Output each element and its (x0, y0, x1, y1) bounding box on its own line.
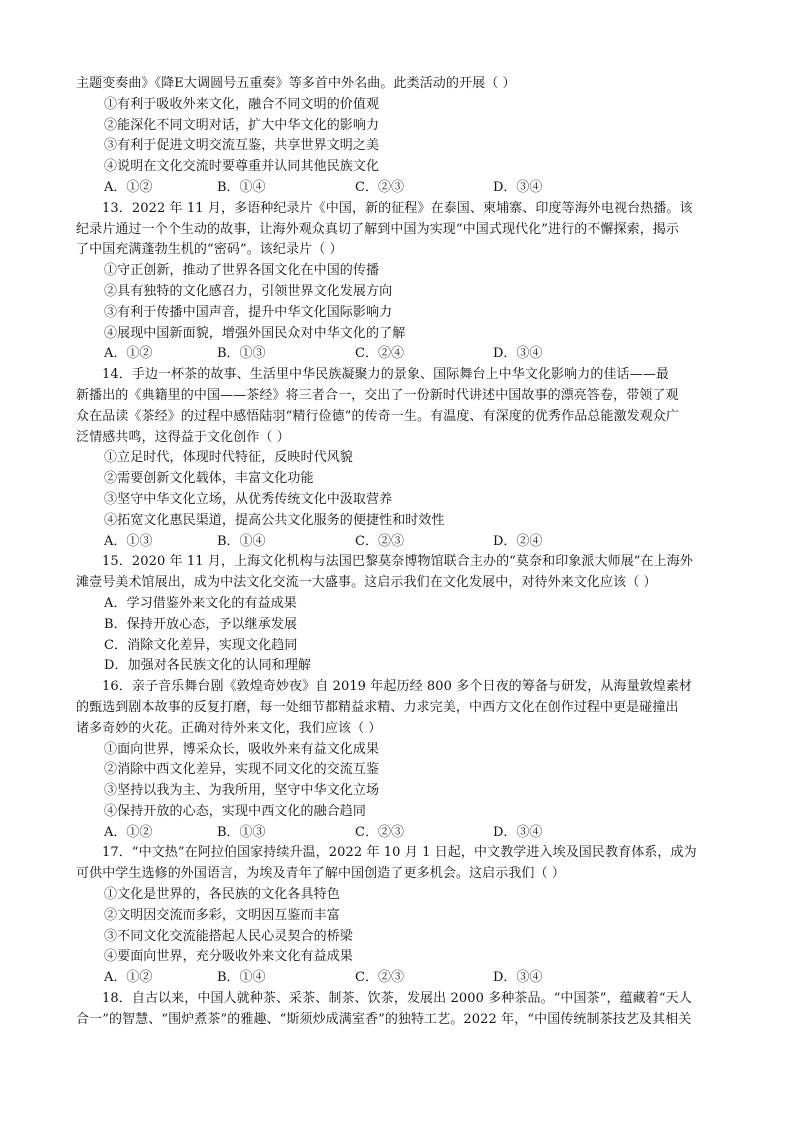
answer-choices-row (76, 344, 724, 365)
option-line: ③有利于传播中国声音，提升中华文化国际影响力 (104, 304, 393, 320)
question-start-line: 15．2020 年 11 月，上海文化机构与法国巴黎莫奈博物馆联合主办的“莫奈和印象派大师展”在上海外 (102, 554, 693, 570)
choice-b: B．①④ (217, 179, 266, 195)
option-line: D．加强对各民族文化的认同和理解 (104, 658, 312, 674)
choice-a: A．①② (104, 346, 153, 362)
option-line: ①有利于吸收外来文化，融合不同文明的价值观 (104, 96, 380, 112)
question-text-line: 合一”的智慧、“围炉煮茶”的雅趣、“斯须炒成满室香”的独特工艺。2022 年，“中国传统制茶技艺及其相关 (76, 1011, 692, 1027)
option-line: ②能深化不同文明对话，扩大中华文化的影响力 (104, 117, 380, 133)
option-line: ②消除中西文化差异，实现不同文化的交流互鉴 (104, 762, 380, 778)
option-line: ②文明因交流而多彩，文明因互鉴而丰富 (104, 907, 340, 923)
choice-c: C．②③ (355, 824, 404, 840)
choice-a: A．①② (104, 179, 153, 195)
choice-c: C．②③ (355, 533, 404, 549)
question-start-line: 17．“中文热”在阿拉伯国家持续升温，2022 年 10 月 1 日起，中文教学进入埃及国民教育体系，成为 (102, 845, 697, 861)
option-line: ①面向世界，博采众长，吸收外来有益文化成果 (104, 741, 380, 757)
option-line: ②需要创新文化载体，丰富文化功能 (104, 471, 314, 487)
option-line: B．保持开放心态，予以继承发展 (104, 616, 298, 632)
option-line: A．学习借鉴外来文化的有益成果 (104, 595, 297, 611)
choice-c: C．②③ (355, 179, 404, 195)
option-line: ③不同文化交流能搭起人民心灵契合的桥梁 (104, 928, 353, 944)
answer-choices-row (76, 532, 724, 553)
question-text-line: 主题变奏曲》《降E大调圆号五重奏》等多首中外名曲。此类活动的开展（ ） (76, 76, 516, 91)
choice-a: A．①② (104, 970, 153, 986)
choice-d: D．③④ (493, 824, 543, 840)
question-start-line: 18．自古以来，中国人就种茶、采茶、制茶、饮茶，发展出 2000 多种茶品。“中国茶”，蕴藏着“天人 (102, 991, 692, 1007)
choice-b: B．①③ (217, 346, 266, 362)
option-line: ①立足时代，体现时代特征，反映时代风貌 (104, 450, 353, 466)
choice-d: D．②④ (493, 533, 543, 549)
choice-b: B．①③ (217, 824, 266, 840)
choice-d: D．③④ (493, 970, 543, 986)
question-text-line: 众在品读《茶经》的过程中感悟陆羽“精行俭德”的传奇一生。有温度、有深度的优秀作品总能激发观众广 (76, 408, 679, 424)
question-start-line: 16．亲子音乐舞台剧《敦煌奇妙夜》自 2019 年起历经 800 多个日夜的筹备与研发，从海量敦煌素材 (102, 679, 693, 695)
question-text-line: 滩壹号美术馆展出，成为中法文化交流一大盛事。这启示我们在文化发展中，对待外来文化应该（ ） (76, 575, 657, 591)
question-text-line: 的甄选到剧本故事的反复打磨，每一处细节都精益求精、力求完美，中西方文化在创作过程中更是碰撞出 (76, 699, 679, 715)
question-start-line: 14．手边一杯茶的故事、生活里中华民族凝聚力的景象、国际舞台上中华文化影响力的佳话——最 (102, 367, 669, 383)
choice-c: C．②③ (355, 970, 404, 986)
choice-d: D．③④ (493, 346, 543, 362)
question-start-line: 13．2022 年 11 月，多语种纪录片《中国，新的征程》在泰国、柬埔寨、印度等海外电视台热播。该 (102, 200, 693, 216)
answer-choices-row (76, 968, 724, 989)
option-line: ③有利于促进文明交流互鉴，共享世界文明之美 (104, 138, 380, 154)
question-text-line: 可供中学生选修的外国语言，为埃及青年了解中国创造了更多机会。这启示我们（ ） (76, 866, 565, 882)
choice-a: A．①② (104, 824, 153, 840)
question-text-line: 了中国充满蓬勃生机的“密码”。该纪录片（ ） (76, 242, 343, 258)
choice-b: B．①④ (217, 533, 266, 549)
choice-b: B．①④ (217, 970, 266, 986)
choice-d: D．③④ (493, 179, 543, 195)
choice-c: C．②④ (355, 346, 404, 362)
option-line: ④拓宽文化惠民渠道，提高公共文化服务的便捷性和时效性 (104, 512, 445, 528)
option-line: ④要面向世界，充分吸收外来文化有益成果 (104, 949, 353, 965)
question-text-line: 新播出的《典籍里的中国——茶经》将三者合一，交出了一份新时代讲述中国故事的漂亮答卷，带领了观 (76, 387, 679, 403)
option-line: ③坚持以我为主、为我所用，坚守中华文化立场 (104, 783, 380, 799)
option-line: C．消除文化差异，实现文化趋同 (104, 637, 298, 653)
option-line: ②具有独特的文化感召力，引领世界文化发展方向 (104, 283, 393, 299)
option-line: ④说明在文化交流时要尊重并认同其他民族文化 (104, 159, 380, 175)
question-text-line: 泛情感共鸣，这得益于文化创作（ ） (76, 429, 290, 445)
answer-choices-row (76, 823, 724, 844)
option-line: ①文化是世界的，各民族的文化各具特色 (104, 887, 340, 903)
answer-choices-row (76, 178, 724, 199)
question-text-line: 纪录片通过一个个生动的故事，让海外观众真切了解到中国为实现“中国式现代化”进行的不懈探索，揭示 (76, 221, 679, 237)
choice-a: A．①③ (104, 533, 153, 549)
option-line: ①守正创新，推动了世界各国文化在中国的传播 (104, 263, 380, 279)
option-line: ④展现中国新面貌，增强外国民众对中华文化的了解 (104, 325, 406, 341)
option-line: ③坚守中华文化立场，从优秀传统文化中汲取营养 (104, 491, 393, 507)
question-text-line: 诸多奇妙的火花。正确对待外来文化，我们应该（ ） (76, 720, 382, 736)
option-line: ④保持开放的心态，实现中西文化的融合趋同 (104, 803, 367, 819)
